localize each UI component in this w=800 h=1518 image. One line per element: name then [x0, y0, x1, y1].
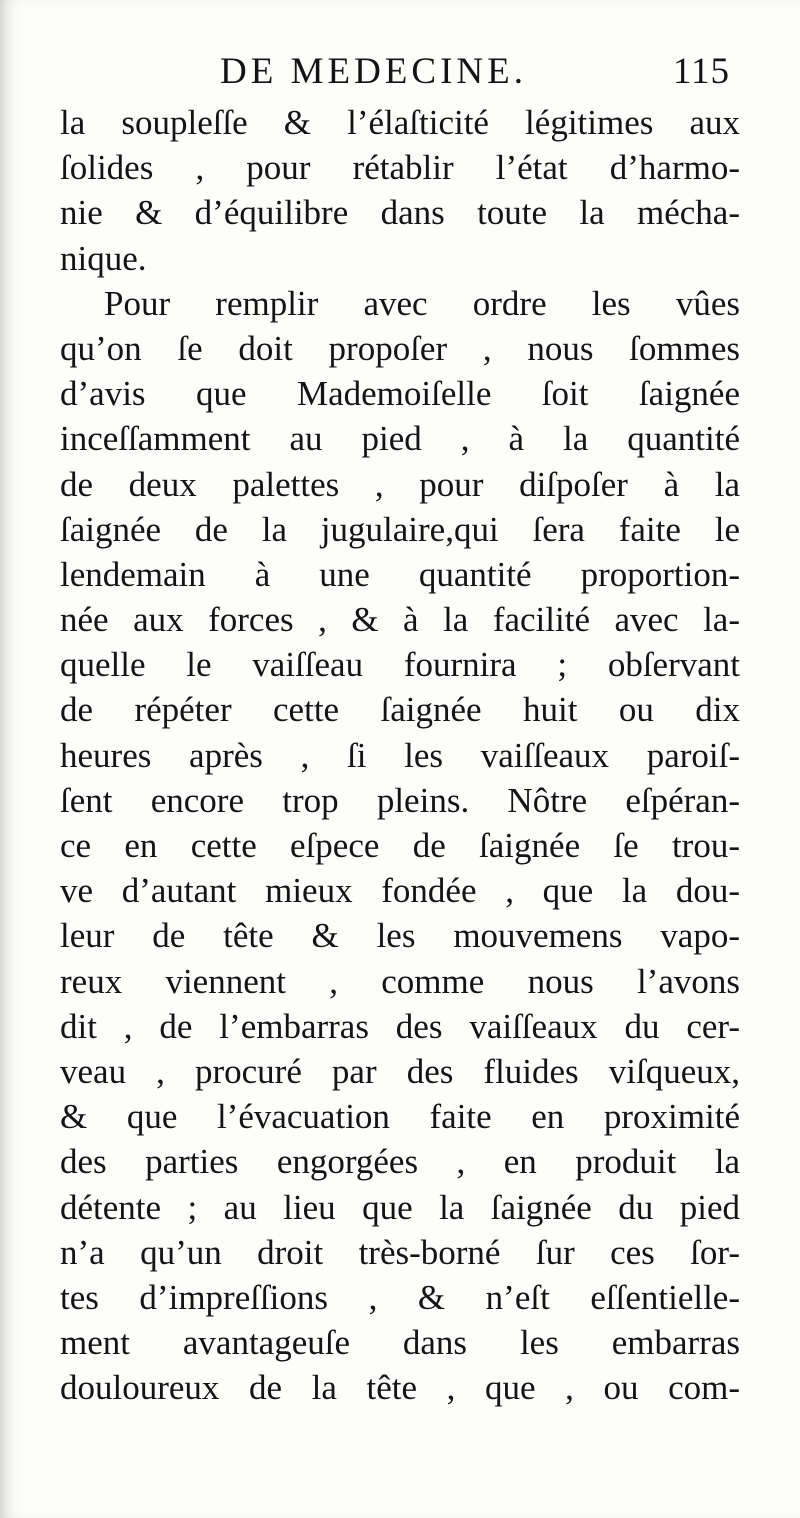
text-line: Pour remplir avec ordre les vûes	[104, 283, 740, 323]
text-line: lendemain à une quantité proportion-	[60, 554, 740, 594]
text-line: ſaignée de la jugulaire,qui ſera faite le	[60, 509, 740, 549]
text-line: douloureux de la tête , que , ou com-	[60, 1368, 740, 1408]
text-line: de répéter cette ſaignée huit ou dix	[60, 690, 740, 730]
text-line: détente ; au lieu que la ſaignée du pied	[60, 1187, 740, 1227]
text-line: veau , procuré par des fluides viſqueux,	[60, 1051, 740, 1091]
text-line: ſolides , pour rétablir l’état d’harmo-	[60, 148, 740, 188]
page-number: 115	[672, 51, 730, 92]
text-line: ce en cette eſpece de ſaignée ſe trou-	[60, 826, 740, 865]
body-text	[60, 100, 740, 1410]
text-line: heures après , ſi les vaiſſeaux paroiſ-	[60, 735, 740, 775]
text-line: de deux palettes , pour diſpoſer à la	[60, 464, 740, 504]
text-line: ve d’autant mieux fondée , que la dou-	[60, 871, 740, 911]
text-line: la soupleſſe & l’élaſticité légitimes aux	[60, 103, 740, 142]
text-line: des parties engorgées , en produit la	[60, 1142, 740, 1182]
text-line: & que l’évacuation faite en proximité	[60, 1097, 740, 1137]
text-line: qu’on ſe doit propoſer , nous ſommes	[60, 328, 740, 368]
text-line: reux viennent , comme nous l’avons	[60, 961, 740, 1001]
text-line: née aux forces , & à la facilité avec la-	[60, 600, 740, 640]
text-line: nique.	[60, 238, 147, 278]
text-line: ment avantageuſe dans les embarras	[60, 1323, 740, 1363]
text-line: leur de tête & les mouvemens vapo-	[60, 916, 740, 956]
text-line: quelle le vaiſſeau fournira ; obſervant	[60, 645, 740, 685]
text-line: n’a qu’un droit très-borné ſur ces ſor-	[60, 1232, 740, 1272]
text-line: d’avis que Mademoiſelle ſoit ſaignée	[60, 374, 740, 414]
text-line: nie & d’équilibre dans toute la mécha-	[60, 193, 740, 233]
text-line: inceſſamment au pied , à la quantité	[60, 419, 740, 459]
text-line: ſent encore trop pleins. Nôtre eſpéran-	[60, 780, 740, 820]
page-header	[180, 50, 740, 100]
running-head: DE MEDECINE.	[220, 51, 527, 92]
text-line: tes d’impreſſions , & n’eſt eſſentielle-	[60, 1277, 740, 1317]
text-line: dit , de l’embarras des vaiſſeaux du cer-	[60, 1006, 740, 1046]
